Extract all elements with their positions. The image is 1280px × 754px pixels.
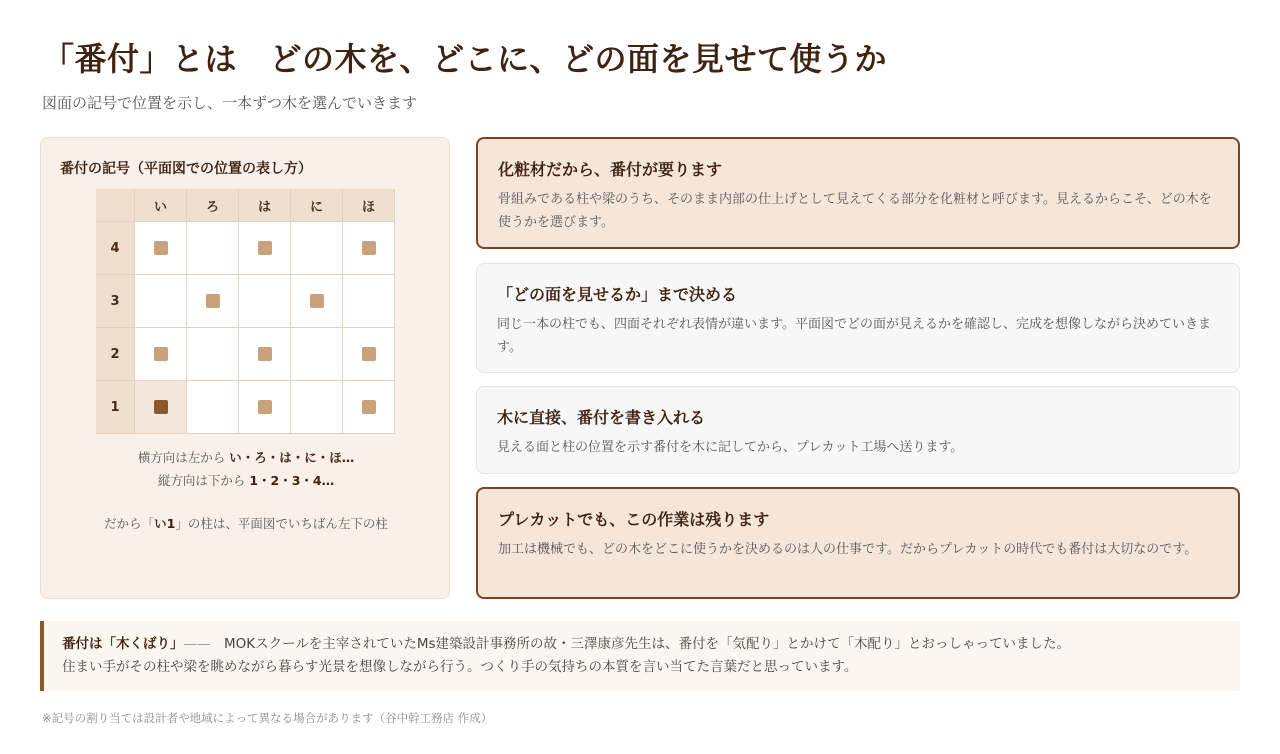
grid-row-header: 1 [96,381,135,434]
card-title: 「どの面を見せるか」まで決める [497,285,738,304]
card-which-face [476,263,1240,373]
grid-row-header: 3 [96,275,135,328]
grid-cell [343,222,395,275]
page-title: 「番付」とは どの木を、どこに、どの面を見せて使うか [42,40,888,78]
grid-col-header: い [135,189,187,222]
grid-cell [135,275,187,328]
position-grid [96,189,395,434]
grid-cell [291,222,343,275]
grid-cell [291,328,343,381]
note-vertical: 縦方向は下から 1・2・3・4… [157,473,335,488]
card-write-on-wood [476,386,1240,474]
card-body: 加工は機械でも、どの木をどこに使うかを決めるのは人の仕事です。だからプレカットの時代でも番付は大切なのです。 [498,542,1198,557]
grid-cell [187,222,239,275]
card-precut [476,487,1240,599]
post-marker [362,347,376,361]
legend-panel-title: 番付の記号（平面図での位置の表し方） [60,161,312,177]
quote-box: 番付は「木くばり」—— MOKスクールを主宰されていたMs建築設計事務所の故・三澤康彦先生は、番付を「気配り」とかけて「木配り」とおっしゃっていました。 住まい手がその柱や梁を眺めながら暮らす光景を想像しながら行う。つくり手の気持ちの本質を言い当てた言葉だと思っています。 [40,621,1240,691]
grid-cell [135,328,187,381]
grid-col-header: は [239,189,291,222]
post-marker [206,294,220,308]
grid-cell [291,275,343,328]
grid-cell [239,275,291,328]
post-marker [362,400,376,414]
grid-cell [135,222,187,275]
quote-line1: MOKスクールを主宰されていたMs建築設計事務所の故・三澤康彦先生は、番付を「気配り」とかけて「木配り」とおっしゃっていました。 [224,636,1071,652]
grid-col-header: ほ [343,189,395,222]
grid-col-header: ろ [187,189,239,222]
grid-cell [239,328,291,381]
card-title: プレカットでも、この作業は残ります [498,510,770,529]
grid-cell [343,328,395,381]
grid-cell [239,222,291,275]
card-makeup-material [476,137,1240,249]
footnote: ※記号の割り当ては設計者や地域によって異なる場合があります（谷中幹工務店 作成） [42,711,493,725]
grid-row-header: 2 [96,328,135,381]
grid-cell [239,381,291,434]
grid-cell [187,275,239,328]
grid-col-header: に [291,189,343,222]
card-title: 化粧材だから、番付が要ります [498,160,723,179]
grid-cell [291,381,343,434]
grid-cell [187,381,239,434]
note-example: だから「い1」の柱は、平面図でいちばん左下の柱 [104,516,388,531]
grid-corner [96,189,135,222]
card-body: 同じ一本の柱でも、四面それぞれ表情が違います。平面図でどの面が見えるかを確認し、完成を想像しながら決めていきます。 [497,317,1211,355]
post-marker [258,400,272,414]
grid-row-header: 4 [96,222,135,275]
quote-lead: 番付は「木くばり」 [62,636,184,652]
post-marker [362,241,376,255]
post-marker [258,347,272,361]
card-body: 骨組みである柱や梁のうち、そのまま内部の仕上げとして見えてくる部分を化粧材と呼びます。見えるからこそ、どの木を使うかを選びます。 [498,192,1212,230]
note-horizontal: 横方向は左から い・ろ・は・に・ほ… [137,450,355,465]
post-marker-highlighted [154,400,168,414]
legend-panel [40,137,450,599]
post-marker [154,347,168,361]
grid-cell [187,328,239,381]
grid-cell [343,275,395,328]
grid-cell [343,381,395,434]
post-marker [258,241,272,255]
grid-cell [135,381,187,434]
quote-line2: 住まい手がその柱や梁を眺めながら暮らす光景を想像しながら行う。つくり手の気持ちの本質を言い当てた言葉だと思っています。 [62,659,858,675]
post-marker [310,294,324,308]
post-marker [154,241,168,255]
card-title: 木に直接、番付を書き入れる [497,408,706,427]
page-subtitle: 図面の記号で位置を示し、一本ずつ木を選んでいきます [42,94,418,112]
card-body: 見える面と柱の位置を示す番付を木に記してから、プレカット工場へ送ります。 [497,440,964,455]
